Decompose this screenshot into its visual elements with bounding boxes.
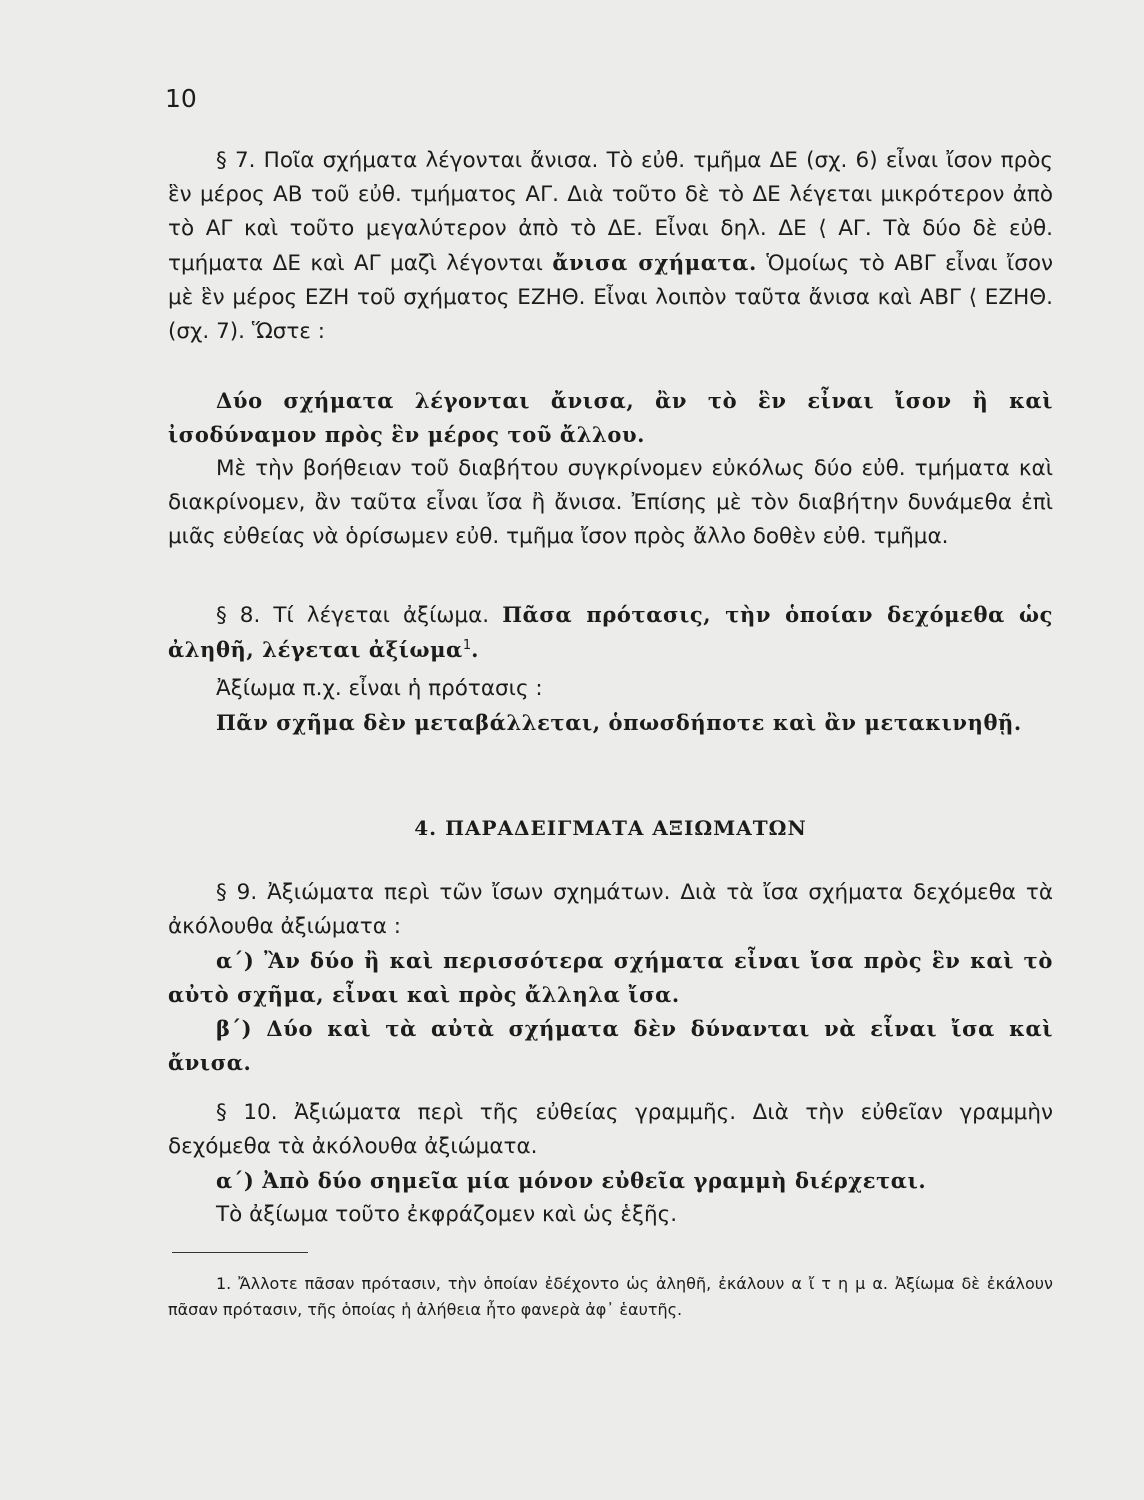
section-10-intro: § 10. Ἀξιώματα περὶ τῆς εὐθείας γραμμῆς. Διὰ τὴν εὐθεῖαν γραμμὴν δεχόμεθα τὰ ἀκόλουθα ἀξιώματα. (168, 1100, 1053, 1159)
section-7-definition: Δύο σχήματα λέγονται ἄνισα, ἂν τὸ ἓν εἶναι ἴσον ἢ καὶ ἰσοδύναμον πρὸς ἓν μέρος τοῦ ἄλλου. (168, 388, 1053, 447)
section-7-term: ἄνισα σχήματα. (552, 250, 757, 275)
section-7-paragraph-2: Μὲ τὴν βοήθειαν τοῦ διαβήτου συγκρίνομεν εὐκόλως δύο εὐθ. τμήματα καὶ διακρίνομεν, ἂν ταῦτα εἶναι ἴσα ἢ ἄνισα. Ἐπίσης μὲ τὸν διαβήτην δυνάμεθα ἐπὶ μιᾶς εὐθείας νὰ ὁρίσωμεν εὐθ. τμῆμα ἴσον πρὸς ἄλλο δοθὲν εὐθ. τμῆμα. (168, 456, 1053, 549)
section-9-intro: § 9. Ἀξιώματα περὶ τῶν ἴσων σχημάτων. Διὰ τὰ ἴσα σχήματα δεχόμεθα τὰ ἀκόλουθα ἀξιώματα : (168, 880, 1053, 939)
section-8-example-intro: Ἀξίωμα π.χ. εἶναι ἡ πρότασις : (216, 676, 543, 701)
section-7-intro: § 7. Ποῖα σχήματα λέγονται ἄνισα. Τὸ εὐθ. τμῆμα ΔΕ (σχ. 6) εἶναι ἴσον πρὸς ἓν μέρος ΑΒ τοῦ εὐθ. τμήματος ΑΓ. Διὰ τοῦτο δὲ τὸ ΔΕ λέγεται μικρότερον ἀπὸ τὸ ΑΓ καὶ τοῦτο μεγαλύτερον ἀπὸ τὸ ΔΕ. Εἶναι δηλ. ΔΕ ⟨ ΑΓ. Τὰ δύο δὲ εὐθ. τμήματα ΔΕ καὶ ΑΓ μαζὶ λέγονται (168, 148, 1053, 276)
section-9-axiom-b: β΄) Δύο καὶ τὰ αὐτὰ σχήματα δὲν δύνανται νὰ εἶναι ἴσα καὶ ἄνισα. (168, 1016, 1053, 1075)
section-8-paragraph (168, 598, 1053, 668)
section-8-period: . (471, 637, 480, 662)
section-8-intro: § 8. Τί λέγεται ἀξίωμα. (216, 603, 490, 628)
section-7-paragraph (168, 144, 1053, 349)
section-9-axiom-a: α΄) Ἂν δύο ἢ καὶ περισσότερα σχήματα εἶναι ἴσα πρὸς ἓν καὶ τὸ αὐτὸ σχῆμα, εἶναι καὶ πρὸς ἄλληλα ἴσα. (168, 948, 1053, 1007)
page-number: 10 (165, 84, 197, 113)
section-7-rest: Ὁμοίως τὸ ΑΒΓ εἶναι ἴσον μὲ ἓν μέρος ΕΖΗ τοῦ σχήματος ΕΖΗΘ. Εἶναι λοιπὸν ταῦτα ἄνισα καὶ ΑΒΓ ⟨ ΕΖΗΘ. (σχ. 7). Ὥστε : (168, 251, 1053, 344)
section-10-closing: Τὸ ἀξίωμα τοῦτο ἐκφράζομεν καὶ ὡς ἑξῆς. (216, 1202, 678, 1227)
section-10-axiom-a: α΄) Ἀπὸ δύο σημεῖα μία μόνον εὐθεῖα γραμμὴ διέρχεται. (216, 1168, 927, 1193)
footnote: 1. Ἄλλοτε πᾶσαν πρότασιν, τὴν ὁποίαν ἐδέχοντο ὡς ἀληθῆ, ἐκάλουν α ἴ τ η μ α. Ἀξίωμα δὲ ἐκάλουν πᾶσαν πρότασιν, τῆς ὁποίας ἡ ἀλήθεια ἦτο φανερὰ ἀφ᾽ ἑαυτῆς. (168, 1274, 1053, 1319)
section-8-definition: Πᾶσα πρότασις, τὴν ὁποίαν δεχόμεθα ὡς ἀληθῆ, λέγεται ἀξίωμα (168, 602, 1053, 662)
section-heading: 4. ΠΑΡΑΔΕΙΓΜΑΤΑ ΑΞΙΩΜΑΤΩΝ (414, 816, 807, 840)
footnote-divider (172, 1252, 308, 1253)
section-8-example: Πᾶν σχῆμα δὲν μεταβάλλεται, ὁπωσδήποτε καὶ ἂν μετακινηθῇ. (216, 710, 1022, 735)
footnote-ref: 1 (462, 637, 472, 653)
